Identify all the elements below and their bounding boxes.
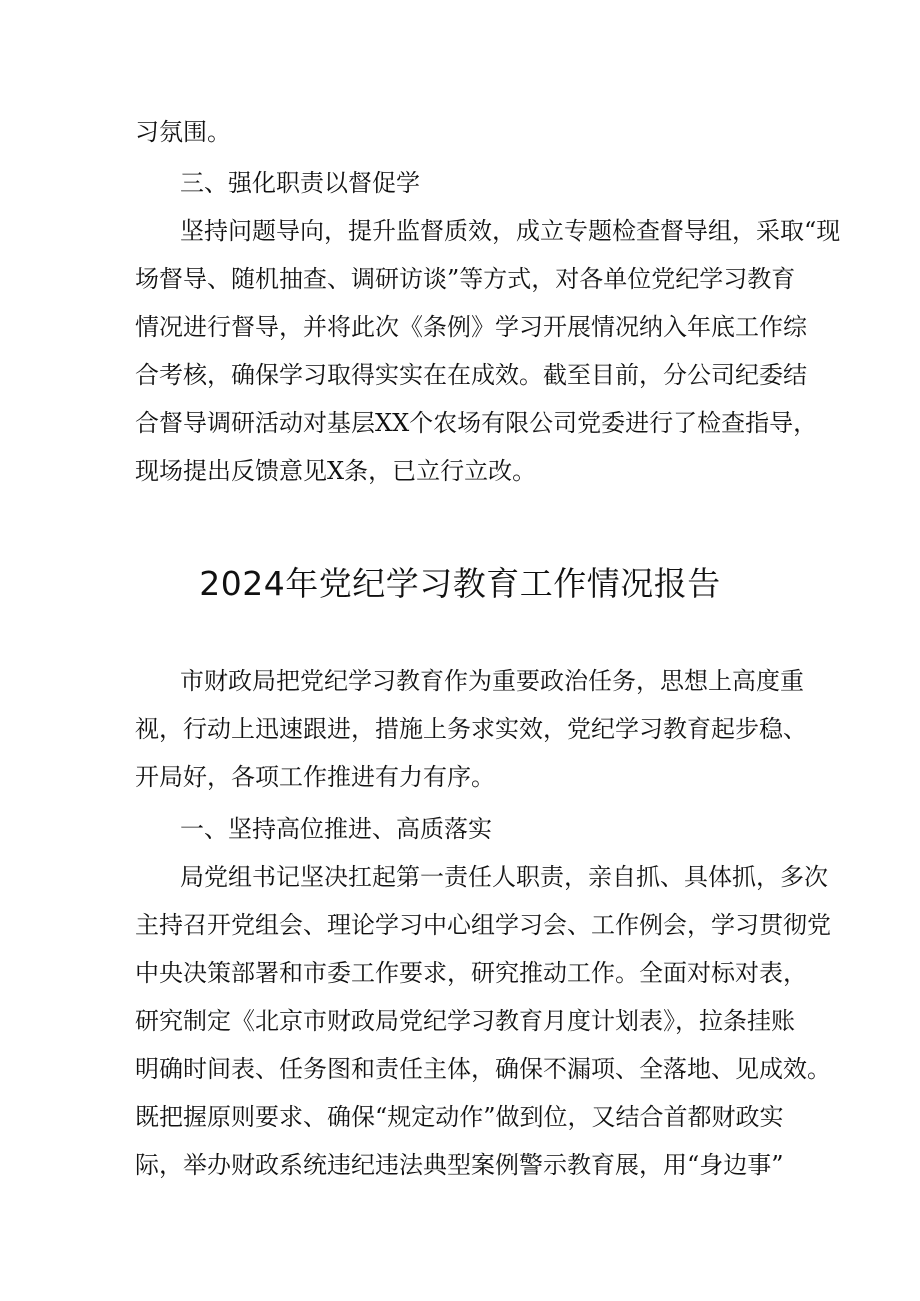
- paragraph-line: 场督导、随机抽查、调研访谈”等方式，对各单位党纪学习教育: [135, 265, 796, 293]
- paragraph-line: 合督导调研活动对基层XX个农场有限公司党委进行了检查指导，: [135, 409, 818, 437]
- section-heading-three: 三、强化职责以督促学: [180, 169, 420, 197]
- paragraph-line: 际，举办财政系统违纪违法典型案例警示教育展，用“身边事”: [135, 1151, 784, 1179]
- paragraph-line: 情况进行督导，并将此次《条例》学习开展情况纳入年底工作综: [135, 313, 807, 341]
- paragraph-line: 局党组书记坚决扛起第一责任人职责，亲自抓、具体抓，多次: [180, 863, 828, 891]
- paragraph-tail-line: 习氛围。: [135, 118, 231, 146]
- paragraph-line: 视，行动上迅速跟进，措施上务求实效，党纪学习教育起步稳、: [135, 715, 807, 743]
- paragraph-line: 坚持问题导向，提升监督质效，成立专题检查督导组，采取“现: [180, 217, 841, 245]
- report-title: 2024年党纪学习教育工作情况报告: [199, 564, 721, 603]
- paragraph-line: 明确时间表、任务图和责任主体，确保不漏项、全落地、见成效。: [135, 1055, 831, 1083]
- paragraph-line: 既把握原则要求、确保“规定动作”做到位，又结合首都财政实: [135, 1103, 784, 1131]
- paragraph-line: 现场提出反馈意见X条，已立行立改。: [135, 457, 537, 485]
- paragraph-line: 开局好，各项工作推进有力有序。: [135, 763, 495, 791]
- paragraph-line: 中央决策部署和市委工作要求，研究推动工作。全面对标对表，: [135, 959, 807, 987]
- paragraph-line: 市财政局把党纪学习教育作为重要政治任务，思想上高度重: [180, 667, 804, 695]
- section-heading-one: 一、坚持高位推进、高质落实: [180, 815, 492, 843]
- paragraph-line: 研究制定《北京市财政局党纪学习教育月度计划表》，拉条挂账: [135, 1007, 795, 1035]
- paragraph-line: 主持召开党组会、理论学习中心组学习会、工作例会，学习贯彻党: [135, 911, 831, 939]
- paragraph-line: 合考核，确保学习取得实实在在成效。截至目前，分公司纪委结: [135, 361, 807, 389]
